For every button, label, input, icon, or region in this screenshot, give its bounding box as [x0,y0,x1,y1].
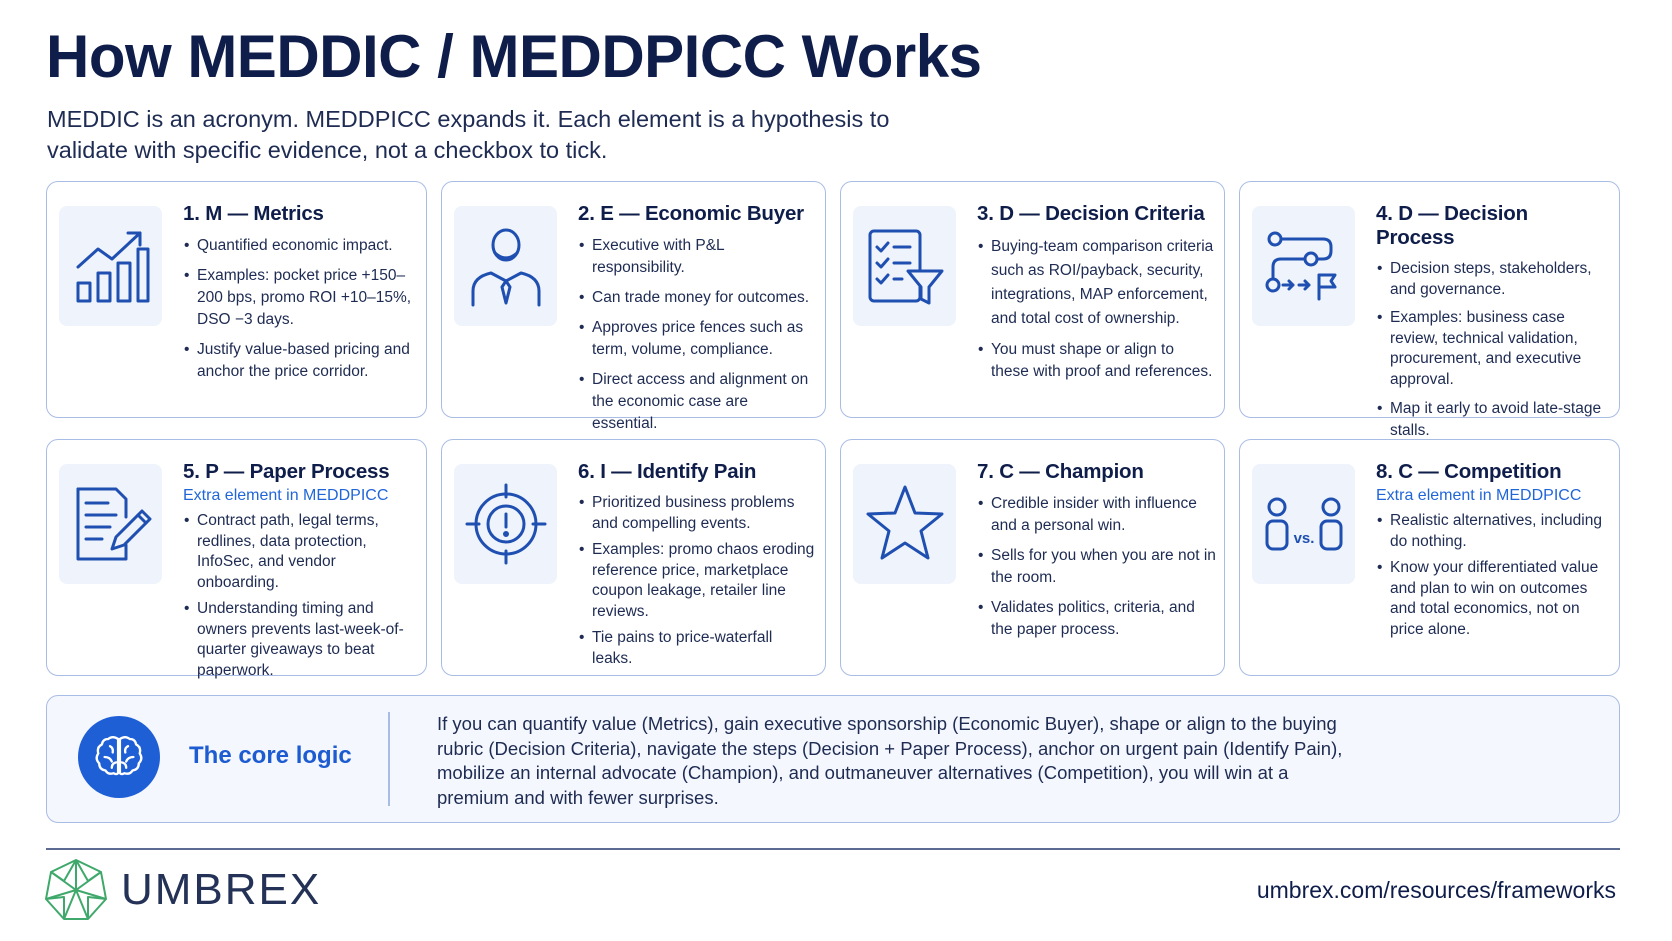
card-bullet: • Buying-team comparison criteria such as ROI/payback, security, integrations, MAP enforcement, and total cost of ownership. [977,235,1216,331]
card-bullet: • Approves price fences such as term, volume, compliance. [578,317,817,361]
brain-icon [78,716,160,798]
card-bullet: • Can trade money for outcomes. [578,287,817,309]
card-bullet: • Tie pains to price-waterfall leaks. [578,628,817,669]
card-bullet: • Direct access and alignment on the economic case are essential. [578,369,817,435]
card-bullet: • Examples: pocket price +150–200 bps, promo ROI +10–15%, DSO −3 days. [183,265,418,331]
card-title: 7. C — Champion [977,460,1144,483]
card-title: 8. C — Competition [1376,460,1562,483]
card-bullet: • Credible insider with influence and a personal win. [977,493,1216,537]
card-metrics [46,181,427,418]
card-bullet: • Know your differentiated value and plan to win on outcomes and total economics, not on price alone. [1376,558,1611,640]
card-bullet: • Contract path, legal terms, redlines, data protection, InfoSec, and vendor onboarding. [183,511,418,593]
card-bullet: • Executive with P&L responsibility. [578,235,817,279]
card-bullet: • Realistic alternatives, including do nothing. [1376,511,1611,552]
card-identify-pain [441,439,826,676]
card-bullet: • Examples: promo chaos eroding reference price, marketplace coupon leakage, retailer line reviews. [578,540,817,622]
core-logic-panel [46,695,1620,823]
card-title: 4. D — Decision Process [1376,202,1528,249]
card-bullet: • Prioritized business problems and compelling events. [578,493,817,534]
card-decision-criteria [840,181,1225,418]
target-alert-icon [454,464,557,584]
card-economic-buyer [441,181,826,432]
card-title: 5. P — Paper Process [183,460,390,483]
card-bullet: • Sells for you when you are not in the room. [977,545,1216,589]
bar-chart-growth-icon [59,206,162,326]
card-bullet: • Validates politics, criteria, and the paper process. [977,597,1216,641]
footer-url-link[interactable]: umbrex.com/resources/frameworks [1256,877,1616,903]
card-bullet: • Understanding timing and owners prevents last-week-of-quarter giveaways to beat paperwork. [183,599,418,681]
people-versus-icon [1252,464,1355,584]
card-title: 3. D — Decision Criteria [977,202,1205,225]
divider [388,712,390,806]
brand-name: UMBREX [121,865,322,914]
versus-label: vs. [1293,530,1314,547]
card-paper-process [46,439,427,679]
core-logic-text: If you can quantify value (Metrics), gain executive sponsorship (Economic Buyer), shape or align to the buying rubric (Decision Criteria), navigate the steps (Decision + Paper Process), anchor on urgent pain (Identify Pain), mobilize an internal advocate (Champion), and outmaneuver alternatives (Competition), you will win at a premium and with fewer surprises. [437,713,1343,808]
card-bullet: • You must shape or align to these with proof and references. [977,339,1216,383]
page-title: How MEDDIC / MEDDPICC Works [46,23,982,90]
footer-divider [46,848,1620,850]
umbrex-logo-mark-icon [43,857,109,923]
meddpicc-extra-tag: Extra element in MEDDPICC [183,487,389,504]
page-subtitle: MEDDIC is an acronym. MEDDPICC expands it. Each element is a hypothesis to validate with specific evidence, not a checkbox to tick. [47,106,890,163]
document-pen-icon [59,464,162,584]
card-champion [840,439,1225,676]
card-bullet: • Justify value-based pricing and anchor the price corridor. [183,339,418,383]
card-title: 6. I — Identify Pain [578,460,757,483]
card-competition [1239,439,1620,676]
star-icon [853,464,956,584]
card-bullet: • Decision steps, stakeholders, and governance. [1376,259,1611,300]
meddpicc-extra-tag: Extra element in MEDDPICC [1376,487,1582,504]
card-title: 2. E — Economic Buyer [578,202,804,225]
card-bullet: • Map it early to avoid late-stage stalls. [1376,398,1611,442]
checklist-filter-icon [853,206,956,326]
executive-person-icon [454,206,557,326]
card-title: 1. M — Metrics [183,202,324,225]
core-logic-label: The core logic [189,742,352,769]
card-decision-process [1239,181,1620,439]
process-path-flag-icon [1252,206,1355,326]
card-bullet: • Examples: business case review, technical validation, procurement, and executive approval. [1376,308,1611,390]
card-bullet: • Quantified economic impact. [183,235,418,257]
umbrex-logo [43,857,321,923]
